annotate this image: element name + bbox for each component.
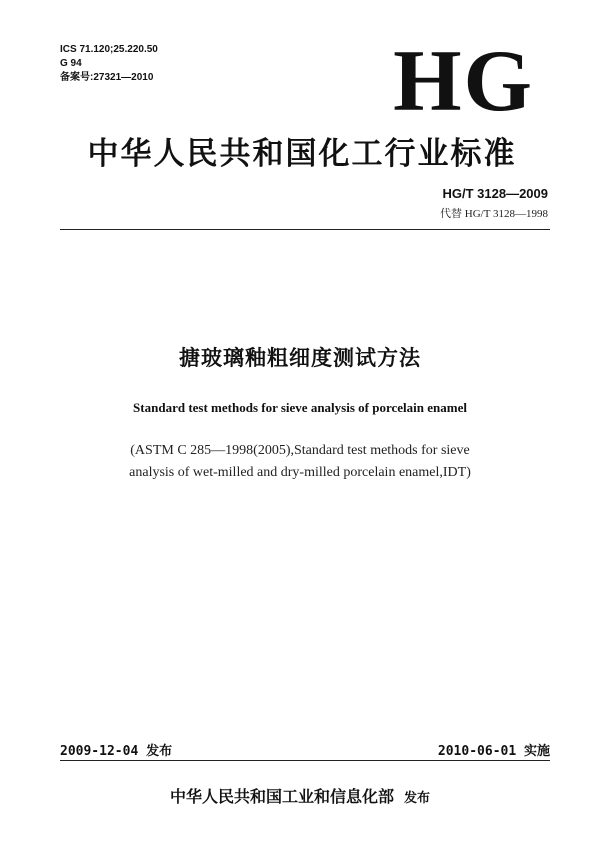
document-title-cn: 搪玻璃釉粗细度测试方法 [179,346,421,370]
top-divider [60,229,550,230]
ics-code: ICS 71.120;25.220.50 [60,44,158,55]
hg-logo: HG [393,33,534,130]
issuer-line [0,784,600,807]
replaces-standard: 代替 HG/T 3128—1998 [440,208,548,220]
issuer-tag: 发布 [404,791,431,806]
bottom-divider [60,760,550,761]
equivalence-note [80,440,520,484]
issuer-name: 中华人民共和国工业和信息化部 [169,787,394,806]
equivalence-line-2: analysis of wet-milled and dry-milled porcelain enamel,IDT) [129,465,471,480]
standard-category-title: 中华人民共和国化工行业标准 [87,136,517,172]
implementation-date: 2010-06-01 实施 [437,744,550,759]
class-code: G 94 [60,58,82,69]
issue-date: 2009-12-04 发布 [60,744,173,759]
classification-block [60,43,158,85]
standard-number: HG/T 3128—2009 [442,186,548,201]
record-number: 备案号:27321—2010 [60,72,154,83]
equivalence-line-1: (ASTM C 285—1998(2005),Standard test methods for sieve [130,443,470,458]
document-title-en: Standard test methods for sieve analysis of porcelain enamel [133,400,467,415]
